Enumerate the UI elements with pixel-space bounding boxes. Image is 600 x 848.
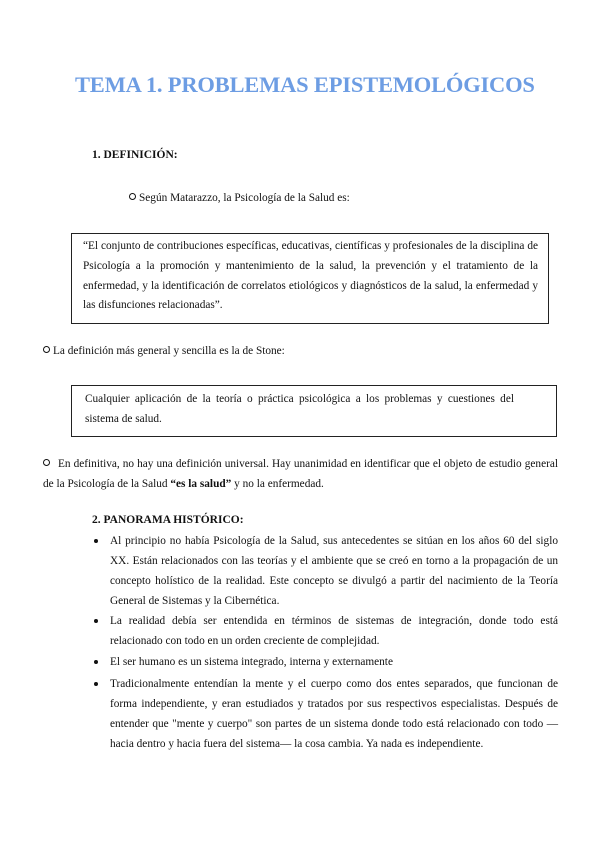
bullet-icon bbox=[94, 682, 98, 686]
list-item: Al principio no había Psicología de la Salud, sus antecedentes se sitúan en los años 60 del siglo XX. Están relacionados con las teorías y el ambiente que se creó en torno a la propagación de un concepto holístico de la realidad. Este concepto se divulgó a partir del nacimiento de la Teoría General de Sistemas y la Cibernética. bbox=[92, 531, 558, 611]
matarazzo-quote-box bbox=[71, 233, 549, 324]
circle-bullet-icon bbox=[43, 346, 50, 353]
stone-quote-box bbox=[71, 385, 557, 437]
page-title: TEMA 1. PROBLEMAS EPISTEMOLÓGICOS bbox=[75, 72, 535, 97]
bullet-icon bbox=[94, 660, 98, 664]
historical-bullet-list bbox=[92, 531, 558, 754]
section-heading-panorama: 2. PANORAMA HISTÓRICO: bbox=[92, 514, 244, 526]
list-item: Tradicionalmente entendían la mente y el cuerpo como dos entes separados, que funcionan de forma independiente, y eran estudiados y tratados por sus respectivos especialistas. Después de entender que "mente y cuerpo" son partes de un sistema donde todo está relacionado con todo —hacia dentro y hacia fuera del sistema— la cosa cambia. Ya nada es independiente. bbox=[92, 674, 558, 754]
stone-intro-text: La definición más general y sencilla es la de Stone: bbox=[53, 345, 285, 357]
matarazzo-intro-text: Según Matarazzo, la Psicología de la Salud es: bbox=[139, 192, 350, 204]
section-heading-definicion: 1. DEFINICIÓN: bbox=[92, 149, 178, 161]
stone-quote: Cualquier aplicación de la teoría o práctica psicológica a los problemas y cuestiones del sistema de salud. bbox=[85, 393, 514, 425]
stone-intro bbox=[43, 345, 285, 357]
bullet-icon bbox=[94, 539, 98, 543]
matarazzo-intro bbox=[129, 192, 350, 204]
list-item: El ser humano es un sistema integrado, interna y externamente bbox=[92, 652, 558, 672]
circle-bullet-icon bbox=[129, 193, 136, 200]
circle-bullet-icon bbox=[43, 459, 50, 466]
matarazzo-quote: “El conjunto de contribuciones específicas, educativas, científicas y profesionales de la disciplina de Psicología a la promoción y mantenimiento de la salud, la prevención y el tratamiento de la enfermedad, y la identificación de correlatos etiológicos y diagnósticos de la salud, la enfermedad y las disfunciones relacionadas”. bbox=[83, 240, 538, 312]
conclusion-paragraph: En definitiva, no hay una definición universal. Hay unanimidad en identificar que el objeto de estudio general de la Psicología de la Salud “es la salud” y no la enfermedad. bbox=[43, 458, 558, 490]
list-item: La realidad debía ser entendida en términos de sistemas de integración, donde todo está relacionado con todo en un orden creciente de complejidad. bbox=[92, 611, 558, 651]
bullet-icon bbox=[94, 619, 98, 623]
conclusion-emphasis: “es la salud” bbox=[170, 477, 232, 490]
